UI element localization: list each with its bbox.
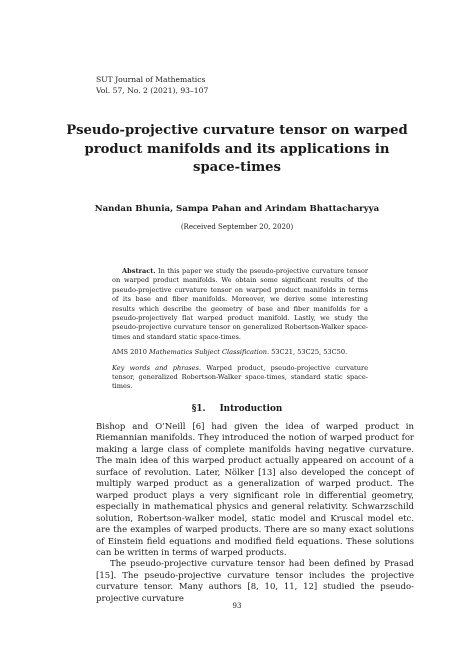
abstract-label: Abstract. (122, 267, 156, 275)
ams-label: AMS 2010 (112, 348, 147, 357)
section-heading (60, 404, 414, 414)
received-date: (Received September 20, 2020) (180, 223, 294, 231)
intro-paragraph-2: The pseudo-projective curvature tensor had been defined by Prasad [15]. The pseudo-projective curvature tensor includes the projective curvature tensor. Many authors [8, 10, 11, 12] studied the pseudo-projective curvature (96, 559, 414, 604)
body-text (96, 422, 414, 605)
section-title: Introduction (219, 404, 283, 414)
keywords-text: Warped product, pseudo-projective curvature tensor, generalized Robertson-Walker space-times, standard static space-times. (112, 363, 369, 391)
journal-header (96, 74, 208, 96)
abstract-block (112, 267, 368, 398)
ams-italic-label: Mathematics Subject Classification. (149, 348, 270, 357)
section-number: §1. (191, 404, 206, 414)
intro-paragraph-1: Bishop and O’Neill [6] had given the idea of warped product in Riemannian manifolds. They introduced the notion of warped product for making a large class of complete manifolds having negative curvature. The main idea of this warped product actually appeared on account of a surface of revolution. Later, Nölker [13] also developed the concept of multiply warped product as a generalization of warped product. The warped product plays a very significant role in differential geometry, especially in mathematical physics and general relativity. Schwarzschild solution, Robertson-walker model, static model and Kruscal model etc. are the examples of warped products. There are so many exact solutions of Einstein field equations and modified field equations. These solutions can be written in terms of warped products. (96, 422, 414, 558)
paper-title: Pseudo-projective curvature tensor on warped product manifolds and its applications in space-times (66, 123, 408, 175)
abstract-paragraph (112, 267, 368, 342)
paper-authors: Nandan Bhunia, Sampa Pahan and Arindam Bhattacharyya (94, 204, 380, 214)
abstract-text: In this paper we study the pseudo-projective curvature tensor on warped product manifolds. We obtain some significant results of the pseudo-projective curvature tensor on warped product manifolds in terms of its base and fiber manifolds. Moreover, we derive some interesting results which describe the geometry of base and fiber manifolds for a pseudo-projectively flat warped product manifold. Lastly, we study the pseudo-projective curvature tensor on generalized Robertson-Walker space-times and standard static space-times. (112, 267, 368, 341)
ams-codes: 53C21, 53C25, 53C50. (271, 348, 348, 357)
journal-name: SUT Journal of Mathematics (96, 75, 206, 84)
keywords (112, 364, 368, 392)
ams-classification (112, 348, 368, 357)
keywords-label: Key words and phrases. (112, 363, 202, 372)
journal-volume: Vol. 57, No. 2 (2021), 93–107 (96, 86, 209, 95)
page-number: 93 (232, 602, 242, 610)
